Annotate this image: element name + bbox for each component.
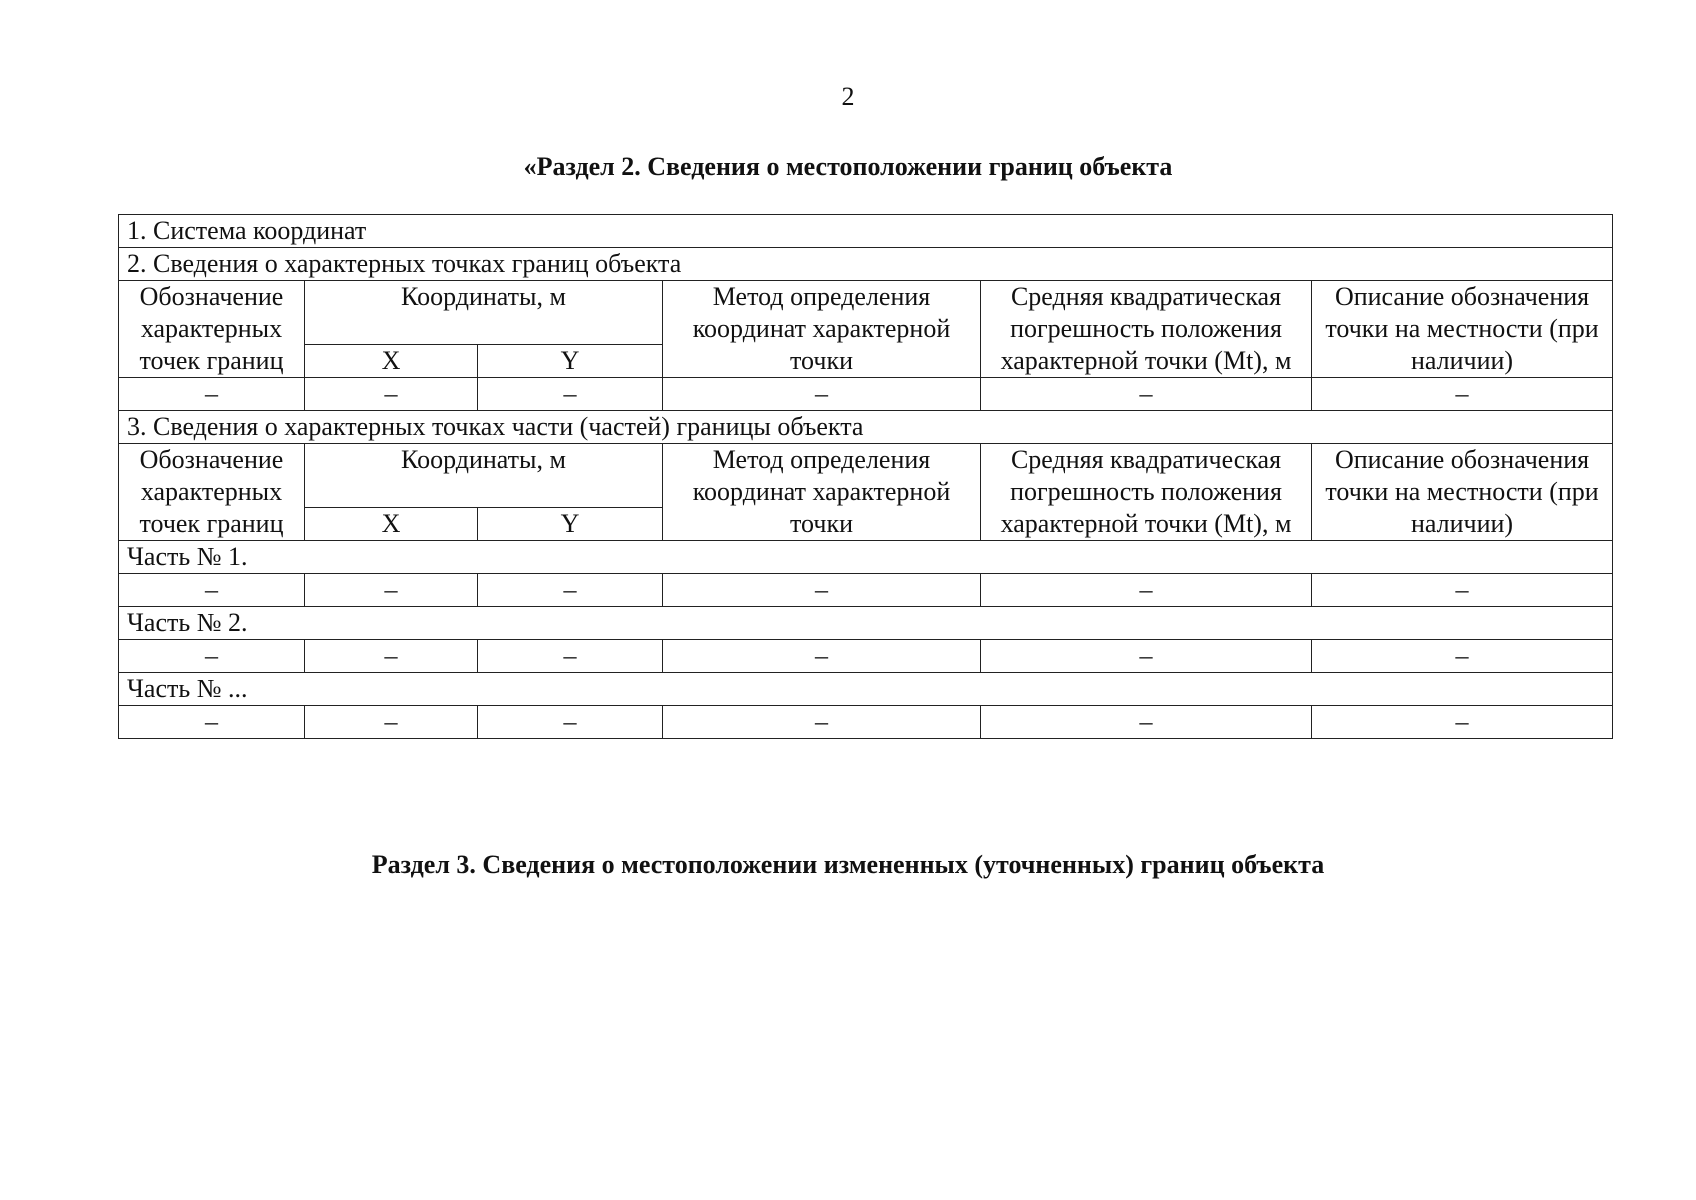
coord-system-label: 1. Система координат <box>119 215 1613 248</box>
row-part-n <box>119 673 1613 706</box>
header-y: Y <box>478 508 663 541</box>
boundary-points-label: 2. Сведения о характерных точках границ объекта <box>119 248 1613 281</box>
header-description: Описание обозначения точки на местности (при наличии) <box>1312 281 1613 378</box>
dash-cell: – <box>119 706 305 739</box>
part-label: Часть № 2. <box>119 607 1613 640</box>
part-label: Часть № 1. <box>119 541 1613 574</box>
header-x: X <box>305 508 478 541</box>
header-designation: Обозначение характерных точек границ <box>119 444 305 541</box>
header-y: Y <box>478 345 663 378</box>
header-error: Средняя квадратическая погрешность положения характерной точки (Mt), м <box>981 281 1312 378</box>
dash-cell: – <box>119 574 305 607</box>
dash-cell: – <box>478 640 663 673</box>
dash-cell: – <box>1312 706 1613 739</box>
row-coord-system <box>119 215 1613 248</box>
section-3-title: Раздел 3. Сведения о местоположении измененных (уточненных) границ объекта <box>371 850 1325 879</box>
row-part-boundary-points <box>119 411 1613 444</box>
dash-cell: – <box>663 574 981 607</box>
row-part-2 <box>119 607 1613 640</box>
table-row <box>119 378 1613 411</box>
dash-cell: – <box>119 640 305 673</box>
dash-cell: – <box>663 706 981 739</box>
header-x: X <box>305 345 478 378</box>
row-part-1 <box>119 541 1613 574</box>
table-row <box>119 706 1613 739</box>
header-method: Метод определения координат характерной точки <box>663 444 981 541</box>
dash-cell: – <box>981 574 1312 607</box>
header-coordinates: Координаты, м <box>305 444 663 508</box>
part-boundary-points-label: 3. Сведения о характерных точках части (частей) границы объекта <box>119 411 1613 444</box>
dash-cell: – <box>478 378 663 411</box>
dash-cell: – <box>305 574 478 607</box>
header-coordinates: Координаты, м <box>305 281 663 345</box>
header-error: Средняя квадратическая погрешность положения характерной точки (Mt), м <box>981 444 1312 541</box>
header-row <box>119 281 1613 345</box>
page-number: 2 <box>841 82 855 111</box>
table-row <box>119 640 1613 673</box>
dash-cell: – <box>1312 640 1613 673</box>
dash-cell: – <box>981 640 1312 673</box>
dash-cell: – <box>305 706 478 739</box>
part-label: Часть № ... <box>119 673 1613 706</box>
header-row <box>119 444 1613 508</box>
dash-cell: – <box>663 640 981 673</box>
header-description: Описание обозначения точки на местности (при наличии) <box>1312 444 1613 541</box>
dash-cell: – <box>305 378 478 411</box>
header-method: Метод определения координат характерной точки <box>663 281 981 378</box>
header-designation: Обозначение характерных точек границ <box>119 281 305 378</box>
dash-cell: – <box>1312 574 1613 607</box>
dash-cell: – <box>981 706 1312 739</box>
boundary-table <box>118 214 1613 739</box>
table-row <box>119 574 1613 607</box>
row-boundary-points <box>119 248 1613 281</box>
dash-cell: – <box>1312 378 1613 411</box>
dash-cell: – <box>119 378 305 411</box>
dash-cell: – <box>305 640 478 673</box>
section-2-title: «Раздел 2. Сведения о местоположении границ объекта <box>523 152 1173 181</box>
dash-cell: – <box>663 378 981 411</box>
dash-cell: – <box>478 574 663 607</box>
dash-cell: – <box>478 706 663 739</box>
dash-cell: – <box>981 378 1312 411</box>
